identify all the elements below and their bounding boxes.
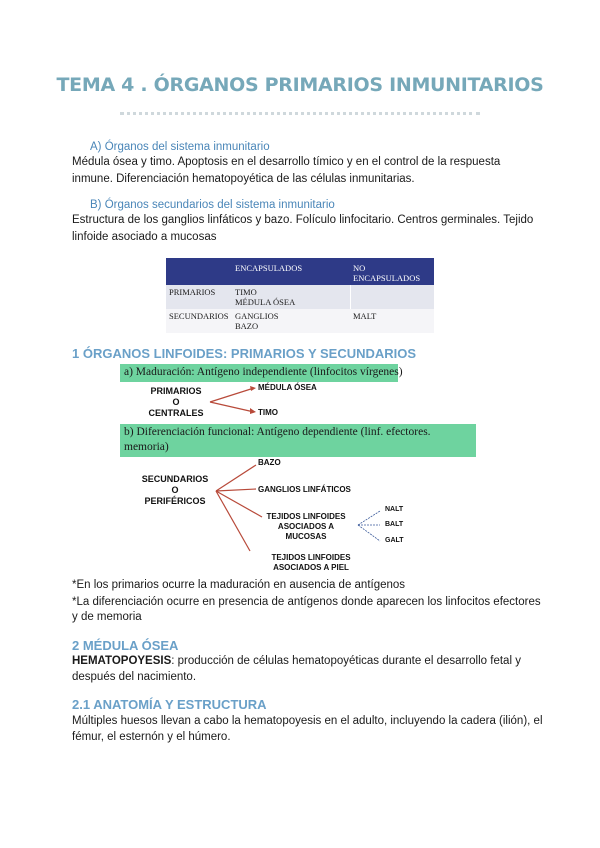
section-1-heading: 1 ÓRGANOS LINFOIDES: PRIMARIOS Y SECUNDARIOS: [72, 346, 417, 361]
diagram-label: PRIMARIOS: [150, 386, 202, 396]
diagram-label: PERIFÉRICOS: [144, 496, 206, 506]
section-2-1-text-line-2: fémur, el esternón y el húmero.: [72, 731, 231, 743]
section-2-1-heading: 2.1 ANATOMÍA Y ESTRUCTURA: [72, 697, 267, 712]
term-hematopoyesis: HEMATOPOYESIS: [72, 655, 172, 667]
banner-diferenciacion-line-1: b) Diferenciación funcional: Antígeno dependiente (linf. efectores.: [124, 426, 431, 438]
section-a-heading: A) Órganos del sistema inmunitario: [90, 141, 270, 153]
diagram-label: SECUNDARIOS: [141, 474, 209, 484]
arrowhead: [250, 408, 256, 414]
diagram-label: TEJIDOS LINFOIDES: [271, 553, 351, 562]
diagram-label: ASOCIADOS A PIEL: [273, 563, 349, 572]
note-diferenciacion-line-1: *La diferenciación ocurre en presencia de antígenos donde aparecen los linfocitos efectores: [72, 596, 541, 608]
arrow-to-bazo: [216, 465, 256, 491]
definition-text: : producción de células hematopoyéticas durante el desarrollo fetal y: [171, 655, 521, 667]
diagram-a-target-medula: MÉDULA ÓSEA: [258, 383, 317, 392]
table-header-encapsulados: ENCAPSULADOS: [235, 263, 303, 273]
section-2-definition-line-2: después del nacimiento.: [72, 671, 197, 683]
section-2-1-text-line-1: Múltiples huesos llevan a cabo la hematopoyesis en el adulto, incluyendo la cadera (ilión), el: [72, 715, 543, 727]
table-cell-encapsulados: [232, 309, 350, 333]
table-row-label: SECUNDARIOS: [169, 311, 229, 321]
table-cell-no-encapsulados: [350, 285, 434, 309]
diagram-b-target-bazo: BAZO: [258, 458, 281, 467]
table-cell-value: TIMO: [235, 287, 257, 297]
arrowhead: [250, 386, 256, 391]
organ-classification-table: [166, 258, 434, 333]
diagram-b-target-piel: [256, 553, 366, 573]
banner-maduracion-text: a) Maduración: Antígeno independiente (linfocitos vírgenes): [124, 366, 403, 378]
section-2-heading: 2 MÉDULA ÓSEA: [72, 638, 179, 653]
banner-diferenciacion: [120, 424, 476, 457]
arrow-to-ganglios: [216, 489, 256, 491]
diagram-label: O: [171, 485, 179, 495]
diagram-label: CENTRALES: [148, 408, 204, 418]
arrow-to-galt: [358, 525, 380, 541]
diagram-a-target-timo: TIMO: [258, 408, 278, 417]
diagram-b-galt: GALT: [385, 537, 404, 544]
table-cell-encapsulados: [232, 285, 350, 309]
diagram-b-root: [134, 474, 216, 507]
note-primarios: *En los primarios ocurre la maduración en ausencia de antígenos: [72, 579, 406, 591]
diagram-secundarios: [200, 455, 400, 565]
diagram-label: TEJIDOS LINFOIDES: [266, 512, 346, 521]
section-b-heading: B) Órganos secundarios del sistema inmunitario: [90, 199, 335, 211]
section-a-text-line-1: Médula ósea y timo. Apoptosis en el desarrollo tímico y en el control de la respuesta: [72, 156, 501, 168]
diagram-a-root: [138, 386, 214, 419]
diagram-b-nalt: NALT: [385, 506, 404, 513]
note-diferenciacion-line-2: y de memoria: [72, 611, 142, 623]
banner-diferenciacion-line-2: memoria): [124, 441, 169, 453]
diagram-label: O: [172, 397, 180, 407]
arrow-to-medula: [210, 388, 254, 402]
diagram-b-target-mucosas: [256, 512, 356, 542]
table-cell-value: GANGLIOS: [235, 311, 279, 321]
page-title: TEMA 4 . ÓRGANOS PRIMARIOS INMUNITARIOS: [56, 74, 544, 96]
diagram-label: ASOCIADOS A: [277, 522, 335, 531]
section-b-text-line-2: linfoide asociado a mucosas: [72, 231, 217, 243]
diagram-b-balt: BALT: [385, 521, 404, 528]
table-header-empty: [166, 258, 232, 285]
section-b-text-line-1: Estructura de los ganglios linfáticos y bazo. Folículo linfocitario. Centros germinales. Tejido: [72, 214, 534, 226]
arrow-to-timo: [210, 402, 254, 412]
table-cell-no-encapsulados: MALT: [353, 311, 377, 321]
title-divider: [120, 112, 480, 115]
table-cell-value: MÉDULA ÓSEA: [235, 297, 296, 307]
table-cell-value: BAZO: [235, 321, 259, 331]
section-2-definition-line-1: [72, 653, 521, 670]
table-row-label: PRIMARIOS: [169, 287, 216, 297]
diagram-label: MUCOSAS: [285, 532, 327, 541]
arrow-to-nalt: [358, 511, 380, 525]
diagram-b-target-ganglios: GANGLIOS LINFÁTICOS: [258, 485, 351, 494]
table-header-no-encapsulados: NO ENCAPSULADOS: [353, 263, 421, 283]
section-a-text-line-2: inmune. Diferenciación hematopoyética de las células inmunitarias.: [72, 173, 415, 185]
